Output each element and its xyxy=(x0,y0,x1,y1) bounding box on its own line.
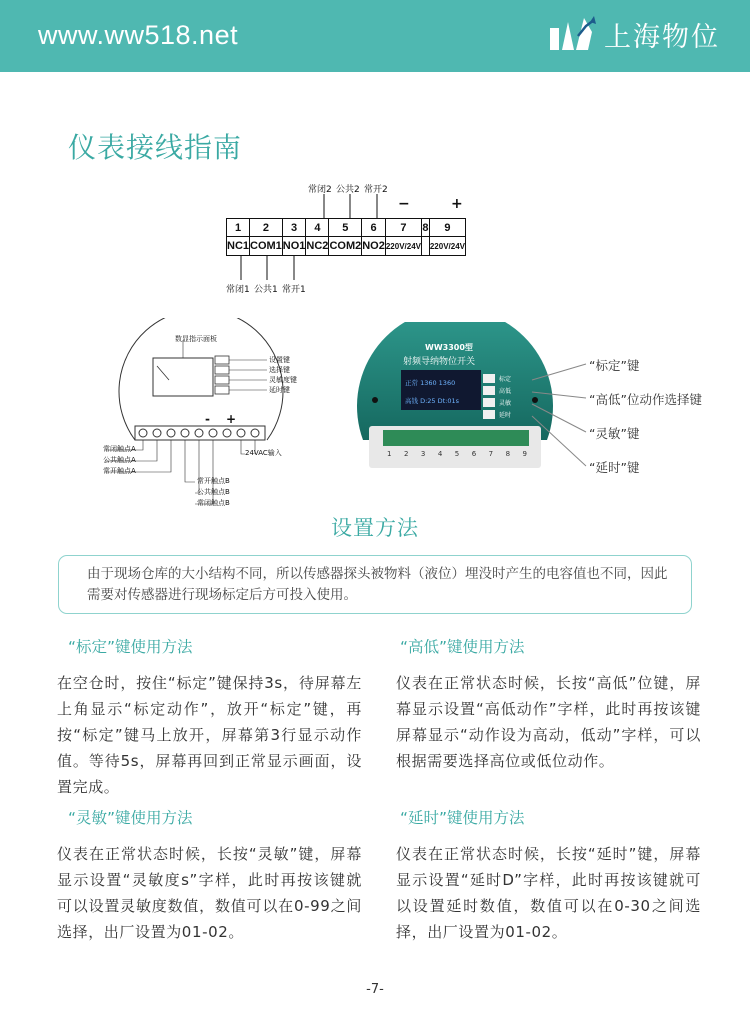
device-terminal-number: 8 xyxy=(505,450,511,458)
instrument-plus: + xyxy=(226,412,237,426)
contact-nc-a: 常闭触点A xyxy=(103,445,136,453)
terminal-table xyxy=(226,218,466,256)
header-bar xyxy=(0,0,750,72)
device-terminal-number: 4 xyxy=(437,450,443,458)
device-terminal-number: 7 xyxy=(488,450,494,458)
brand xyxy=(548,14,720,54)
side-key-calibrate: 标定 xyxy=(499,376,512,383)
sensitivity-method-title: “灵敏”键使用方法 xyxy=(68,809,193,827)
contact-no-a: 常开触点A xyxy=(103,467,136,475)
terminal-label xyxy=(422,237,430,255)
delay-method-body: 仪表在正常状态时候，长按“延时”键，屏幕显示设置“延时D”字样，此时再按该键就可以设置延时数值，数值可以在0-30之间选择，出厂设置为01-02。 xyxy=(396,845,701,941)
setup-note xyxy=(58,555,692,614)
terminal-number: 2 xyxy=(250,219,283,237)
device-terminal-number: 5 xyxy=(454,450,460,458)
sensitivity-method-body: 仪表在正常状态时候，长按“灵敏”键，屏幕显示设置“灵敏度s”字样，此时再按该键就可以设置灵敏度数值，数值可以在0-99之间选择，出厂设置为01-02。 xyxy=(57,845,362,941)
device-terminal-number: 9 xyxy=(522,450,527,458)
terminal-label: NC2 xyxy=(306,237,329,255)
setup-note-text: 由于现场仓库的大小结构不同，所以传感器探头被物料（液位）埋没时产生的电容值也不同，因此需要对传感器进行现场标定后方可投入使用。 xyxy=(87,566,668,603)
device-terminal-numbers xyxy=(387,450,527,458)
panel-label: 数显指示面板 xyxy=(175,335,217,343)
plus-sign: + xyxy=(451,196,463,212)
terminal-number: 4 xyxy=(306,219,329,237)
device-photo xyxy=(355,322,555,472)
brand-logo-icon xyxy=(548,14,598,54)
high-low-method-title: “高低”键使用方法 xyxy=(400,638,525,656)
key-delay-label: 延时键 xyxy=(269,386,290,394)
terminal-label: 220V/24V xyxy=(429,241,465,251)
device-model: WW3300型 xyxy=(425,343,473,352)
high-low-method-body: 仪表在正常状态时候，长按“高低”位键，屏幕显示设置“高低动作”字样，此时再按该键屏幕显示“动作设为高动，低动”字样，可以根据需要选择高位或低位动作。 xyxy=(396,674,701,770)
instrument-minus: - xyxy=(205,412,210,426)
instrument-wiring-diagram xyxy=(95,318,305,518)
terminal-number: 5 xyxy=(329,219,362,237)
note-nc1: 常闭1 xyxy=(226,285,250,295)
device-terminal-number: 6 xyxy=(471,450,477,458)
terminal-number: 9 xyxy=(430,219,465,237)
page-title: 仪表接线指南 xyxy=(68,131,243,164)
key-set-label: 设置键 xyxy=(269,356,290,364)
terminal-number: 1 xyxy=(227,219,250,237)
key-sensitivity-label: 灵敏度键 xyxy=(269,376,297,384)
contact-nc-b: 常闭触点B xyxy=(197,499,230,507)
site-url[interactable]: www.ww518.net xyxy=(38,20,239,50)
note-no2: 常开2 xyxy=(364,185,388,195)
terminal-label: NC1 xyxy=(227,237,250,255)
device-terminal-number: 3 xyxy=(420,450,426,458)
calibrate-method-body: 在空仓时，按住“标定”键保持3s，待屏幕左上角显示“标定动作”，放开“标定”键，再按“标定”键马上放开，屏幕第3行显示动作值。等待5s，屏幕再回到正常显示画面，设置完成。 xyxy=(57,674,362,796)
terminal-label: 220V/24V xyxy=(386,237,422,255)
note-nc2: 常闭2 xyxy=(308,185,332,195)
terminal-number: 3 xyxy=(283,219,307,237)
terminal-label: COM1 xyxy=(250,237,283,255)
key-label-sensitivity: “灵敏”键 xyxy=(589,426,640,441)
screen-line2: 高钱 D:25 Dt:01s xyxy=(405,397,459,405)
side-key-highlow: 高低 xyxy=(499,388,512,395)
note-com2: 公共2 xyxy=(336,185,360,195)
key-select-label: 选择键 xyxy=(269,366,290,374)
terminal-number: 7 xyxy=(386,219,422,237)
screen-line1: 正常 1360 1360 xyxy=(405,379,456,387)
terminal-number: 6 xyxy=(362,219,386,237)
key-label-high-low: “高低”位动作选择键 xyxy=(589,392,702,407)
terminal-label: COM2 xyxy=(329,237,362,255)
setup-title: 设置方法 xyxy=(331,516,419,540)
device-name: 射频导纳物位开关 xyxy=(403,357,476,367)
calibrate-method-title: “标定”键使用方法 xyxy=(68,638,193,656)
device-terminal-number: 2 xyxy=(403,450,409,458)
terminal-label: NO2 xyxy=(362,237,386,255)
key-leader-lines xyxy=(530,350,590,480)
contact-com-b: 公共触点B xyxy=(197,488,230,496)
delay-method-title: “延时”键使用方法 xyxy=(400,809,525,827)
power-input-label: 24VAC输入 xyxy=(245,449,282,457)
terminal-number: 8 xyxy=(422,219,430,237)
key-label-delay: “延时”键 xyxy=(589,460,640,475)
terminal-label: NO1 xyxy=(283,237,307,255)
contact-com-a: 公共触点A xyxy=(103,456,136,464)
page-number: -7- xyxy=(366,982,384,997)
side-key-sensitivity: 灵敏 xyxy=(499,400,512,407)
side-key-delay: 延时 xyxy=(499,412,512,419)
minus-sign: − xyxy=(398,196,410,212)
contact-no-b: 常开触点B xyxy=(197,477,230,485)
terminal-diagram xyxy=(222,180,482,300)
key-label-calibrate: “标定”键 xyxy=(589,358,640,373)
note-com1: 公共1 xyxy=(254,285,278,295)
brand-name: 上海物位 xyxy=(604,21,720,53)
device-terminal-number: 1 xyxy=(387,450,392,458)
note-no1: 常开1 xyxy=(282,285,306,295)
